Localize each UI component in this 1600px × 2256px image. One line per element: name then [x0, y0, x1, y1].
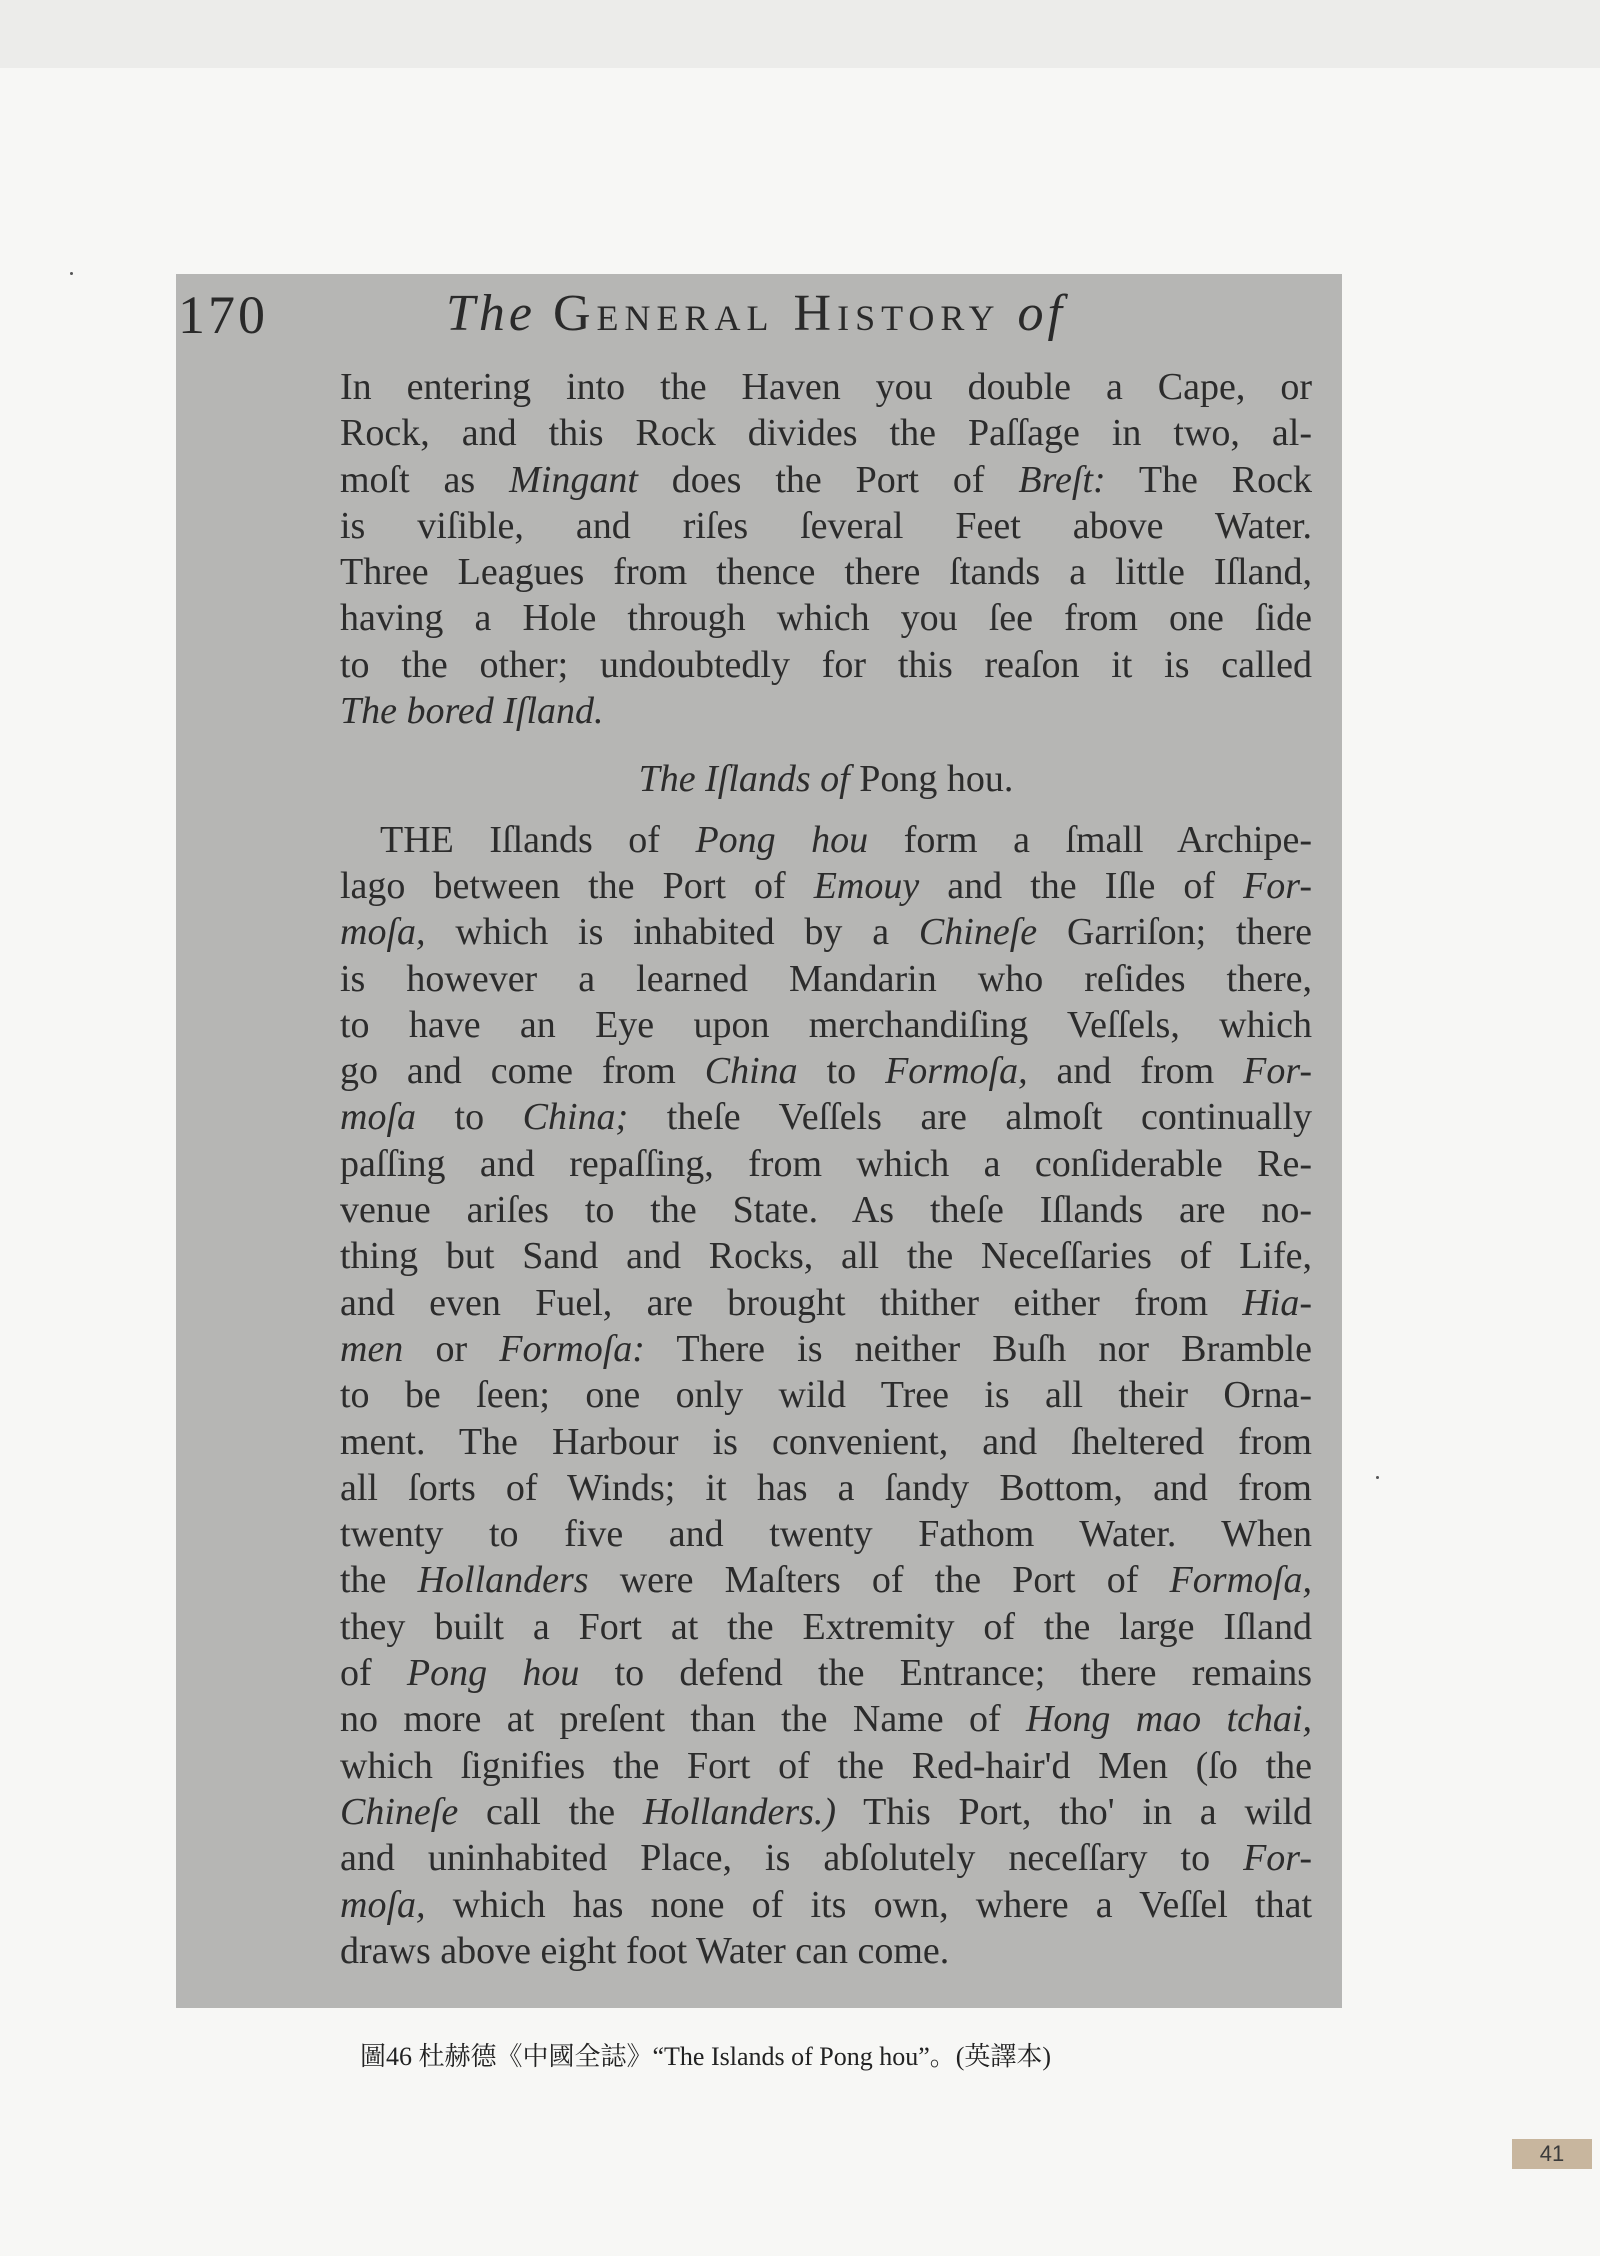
dust-speck [70, 272, 73, 275]
italic-text: Emouy [813, 864, 920, 907]
text-line [340, 1465, 1312, 1511]
text-segment: paſſing and repaſſing, from which a conſiderable Re- [340, 1142, 1312, 1185]
text-line [340, 1372, 1312, 1418]
text-line [340, 688, 1312, 734]
text-line [340, 457, 1312, 503]
text-segment: venue ariſes to the State. As theſe Iſlands are no- [340, 1189, 1312, 1232]
text-line [340, 1141, 1312, 1187]
italic-text: Breſt: [1018, 458, 1106, 501]
text-segment: theſe Veſſels are almoſt continually [628, 1096, 1312, 1139]
italic-text: China [704, 1050, 798, 1093]
figure-caption: 圖46 杜赫德《中國全誌》“The Islands of Pong hou”。(英譯本) [360, 2042, 1052, 2071]
text-line [340, 549, 1312, 595]
text-segment: or [403, 1327, 500, 1370]
text-segment: thing but Sand and Rocks, all the Neceſſaries of Life, [340, 1235, 1312, 1278]
text-line [340, 1650, 1312, 1696]
text-line [340, 642, 1312, 688]
text-segment: Rock, and this Rock divides the Paſſage in two, al- [340, 412, 1312, 455]
text-line [340, 595, 1312, 641]
text-line [340, 863, 1312, 909]
text-segment: moſt as [340, 458, 510, 501]
running-title-main: General History [553, 285, 1001, 342]
section-heading [340, 756, 1312, 802]
paragraph-pong-hou [340, 817, 1312, 1974]
text-segment: This Port, tho' in a wild [836, 1790, 1312, 1833]
text-segment: they built a Fort at the Extremity of the large Iſland [340, 1605, 1312, 1648]
text-segment: of [340, 1652, 407, 1695]
text-segment: twenty to five and twenty Fathom Water. When [340, 1513, 1312, 1556]
text-line [340, 1882, 1312, 1928]
text-line [340, 1696, 1312, 1742]
text-segment: to defend the Entrance; there remains [579, 1652, 1313, 1695]
italic-text: Hia- [1242, 1281, 1312, 1324]
text-segment: draws above eight foot Water can come. [340, 1929, 950, 1972]
text-segment: and from [1027, 1050, 1244, 1093]
text-segment: does the Port of [637, 458, 1019, 501]
running-head [176, 274, 1342, 364]
text-line [340, 909, 1312, 955]
section-heading-prefix: The Iſlands of [638, 758, 850, 801]
text-segment: Garriſon; there [1037, 911, 1313, 954]
italic-text: Hollanders [417, 1559, 589, 1602]
running-title-of: of [1017, 285, 1066, 342]
text-line [340, 817, 1312, 863]
text-line [340, 1233, 1312, 1279]
text-line [340, 1002, 1312, 1048]
text-segment: the [340, 1559, 418, 1602]
text-segment: to the other; undoubtedly for this reaſon it is called [340, 643, 1312, 686]
italic-text: moſa, [340, 911, 426, 954]
book-running-title [446, 284, 1066, 343]
text-segment: There is neither Buſh nor Bramble [644, 1327, 1313, 1370]
text-line [340, 1789, 1312, 1835]
section-heading-name: Pong hou. [859, 758, 1014, 801]
text-line [340, 1326, 1312, 1372]
text-segment: to have an Eye upon merchandiſing Veſſels, which [340, 1003, 1312, 1046]
italic-text: Formoſa, [1169, 1559, 1312, 1602]
text-segment: and uninhabited Place, is abſolutely neceſſary to [340, 1837, 1244, 1880]
text-line [340, 1187, 1312, 1233]
paragraph-haven [340, 364, 1312, 734]
text-line [340, 1835, 1312, 1881]
text-line [340, 1743, 1312, 1789]
text-segment: to [416, 1096, 523, 1139]
italic-text: For- [1243, 864, 1312, 907]
text-segment: go and come from [340, 1050, 705, 1093]
text-segment: ment. The Harbour is convenient, and ſheltered from [340, 1420, 1312, 1463]
text-segment: no more at preſent than the Name of [340, 1698, 1026, 1741]
text-segment: lago between the Port of [340, 864, 814, 907]
book-page-number: 170 [178, 285, 268, 345]
top-strip [0, 0, 1600, 68]
text-line [340, 364, 1312, 410]
italic-text: The bored Iſland. [340, 690, 604, 733]
italic-text: China; [522, 1096, 629, 1139]
text-line [340, 956, 1312, 1002]
text-segment: which ſignifies the Fort of the Red-hair'd Men (ſo the [340, 1744, 1312, 1787]
text-segment: to be ſeen; one only wild Tree is all their Orna- [340, 1374, 1312, 1417]
italic-text: Pong hou [695, 818, 869, 861]
text-segment: THE Iſlands of [380, 818, 696, 861]
text-segment: Three Leagues from thence there ſtands a little Iſland, [340, 551, 1312, 594]
italic-text: Hong mao tchai, [1025, 1698, 1312, 1741]
text-line [340, 1557, 1312, 1603]
italic-text: Pong hou [406, 1652, 580, 1695]
text-line [340, 1511, 1312, 1557]
italic-text: men [340, 1327, 404, 1370]
text-line [340, 1419, 1312, 1465]
italic-text: moſa [340, 1096, 416, 1139]
text-segment: to [797, 1050, 886, 1093]
italic-text: For- [1243, 1837, 1312, 1880]
text-line [340, 1604, 1312, 1650]
text-segment: call the [458, 1790, 643, 1833]
text-segment: is however a learned Mandarin who reſides there, [340, 957, 1312, 1000]
text-line [340, 410, 1312, 456]
italic-text: Mingant [509, 458, 638, 501]
italic-text: Hollanders.) [642, 1790, 837, 1833]
italic-text: Formoſa: [499, 1327, 645, 1370]
italic-text: moſa, [340, 1883, 426, 1926]
text-line [340, 1094, 1312, 1140]
running-title-the: The [446, 285, 536, 342]
text-segment: all ſorts of Winds; it has a ſandy Bottom, and from [340, 1466, 1312, 1509]
text-segment: which has none of its own, where a Veſſel that [425, 1883, 1312, 1926]
italic-text: For- [1243, 1050, 1313, 1093]
italic-text: Formoſa, [885, 1050, 1028, 1093]
text-segment: which is inhabited by a [425, 911, 919, 954]
text-segment: were Maſters of the Port of [588, 1559, 1170, 1602]
text-segment: and even Fuel, are brought thither either from [340, 1281, 1243, 1324]
dust-speck [1376, 1476, 1379, 1479]
text-segment: having a Hole through which you ſee from one ſide [340, 597, 1312, 640]
page-number-badge: 41 [1512, 2139, 1592, 2169]
book-page-image [176, 274, 1342, 2008]
text-line [340, 1928, 1312, 1974]
text-line [340, 1048, 1312, 1094]
text-segment: The Rock [1105, 458, 1313, 501]
body-text [340, 364, 1312, 1974]
text-line [340, 503, 1312, 549]
italic-text: Chineſe [918, 911, 1038, 954]
italic-text: Chineſe [340, 1790, 459, 1833]
text-segment: In entering into the Haven you double a Cape, or [340, 366, 1312, 408]
text-segment: and the Iſle of [919, 864, 1244, 907]
text-segment: form a ſmall Archipe- [868, 818, 1312, 861]
text-line [340, 1280, 1312, 1326]
text-segment: is viſible, and riſes ſeveral Feet above Water. [340, 504, 1312, 547]
